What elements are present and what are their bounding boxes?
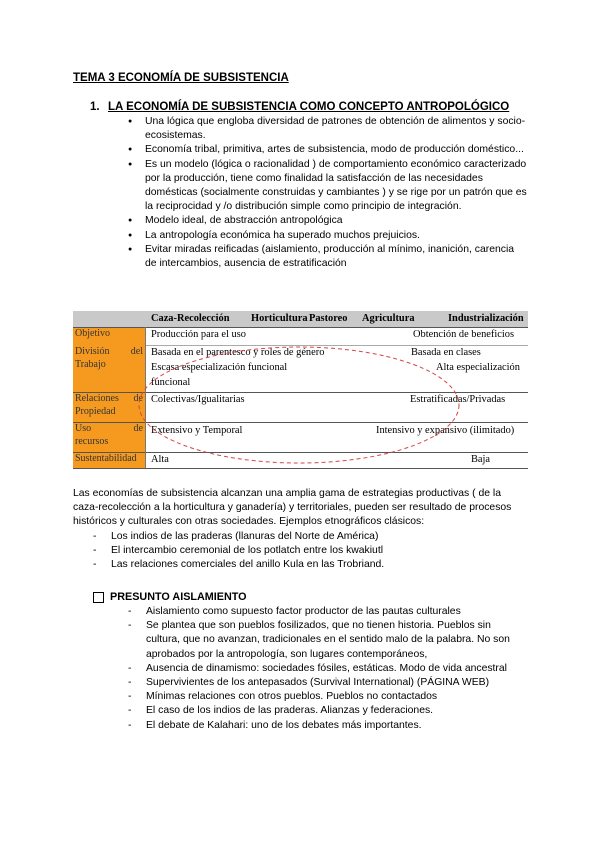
list-item: - El intercambio ceremonial de los potlatch entre los kwakiutl xyxy=(93,544,523,558)
label-word: de xyxy=(133,393,143,404)
label-word: Uso xyxy=(75,423,92,434)
list-item: - Aislamiento como supuesto factor productor de las pautas culturales xyxy=(128,605,523,619)
section-1-heading xyxy=(90,101,509,113)
cell-sustentabilidad-left: Alta xyxy=(151,454,169,465)
list-item: - Las relaciones comerciales del anillo Kula en las Trobriand. xyxy=(93,558,523,572)
table-divider xyxy=(73,468,528,469)
header-industrializacion: Industrialización xyxy=(448,313,524,324)
label-word: de xyxy=(133,423,143,434)
label-word: del xyxy=(130,346,143,357)
cell-objetivo-right: Obtención de beneficios xyxy=(413,329,514,340)
row-label-sustentabilidad: Sustentabilidad xyxy=(73,452,145,468)
section-number: 1. xyxy=(90,101,100,113)
bullet-item: ● La antropología económica ha superado muchos prejuicios. xyxy=(128,229,528,243)
cell-propiedad-left: Colectivas/Igualitarias xyxy=(151,394,245,405)
header-horticultura: Horticultura xyxy=(251,313,308,324)
label-word: Trabajo xyxy=(75,358,106,370)
cell-division-left: funcional xyxy=(151,377,191,388)
label-word: Propiedad xyxy=(75,405,116,417)
intro-paragraph: Las economías de subsistencia alcanzan una amplia gama de estrategias productivas ( de la caza-recolección a la horticultura y ganadería) y territoriales, pueden ser resultado de procesos históricos y culturales con otras sociedades. Ejemplos etnográficos clásicos: xyxy=(73,488,512,528)
list-item: - Mínimas relaciones con otros pueblos. Pueblos no contactados xyxy=(128,690,523,704)
list-item: - Se plantea que son pueblos fosilizados, que no tienen historia. Pueblos sin cultura, que no avanzan, tradicionales en el sentido malo de la palabra. No son aprobados por la antropología, son lugares contemporáneos, xyxy=(128,619,523,662)
label-word: División xyxy=(75,346,110,357)
list-item: - Ausencia de dinamismo: sociedades fósiles, estáticas. Modo de vida ancestral xyxy=(128,662,523,676)
list-item: - El caso de los indios de las praderas. Alianzas y federaciones. xyxy=(128,704,523,718)
section-2-list xyxy=(128,605,523,733)
row-label-objetivo: Objetivo xyxy=(73,327,145,345)
bullet-item: ● Modelo ideal, de abstracción antropológica xyxy=(128,214,528,228)
list-item: - Supervivientes de los antepasados (Survival International) (PÁGINA WEB) xyxy=(128,676,523,690)
annotation-ellipse xyxy=(139,347,459,463)
label-word: Relaciones xyxy=(75,393,119,404)
hand-drawn-annotation-ellipse xyxy=(73,311,528,468)
cell-division-right: Basada en clases xyxy=(411,347,481,358)
cell-objetivo-left: Producción para el uso xyxy=(151,329,246,340)
cell-division-left: Basada en el parentesco y roles de género xyxy=(151,347,325,358)
cell-sustentabilidad-right: Baja xyxy=(471,454,491,465)
economy-comparison-table xyxy=(73,311,528,468)
cell-recursos-right: Intensivo y expansivo (ilimitado) xyxy=(376,425,515,436)
bullet-item: ● Evitar miradas reificadas (aislamiento, producción al mínimo, inanición, carencia de intercambios, ausencia de estratificación xyxy=(128,243,528,271)
cell-division-right: Alta especialización xyxy=(436,362,520,373)
list-item: - Los indios de las praderas (llanuras del Norte de América) xyxy=(93,530,523,544)
bullet-item: ● Economía tribal, primitiva, artes de subsistencia, modo de producción doméstico... xyxy=(128,143,528,157)
list-item: - El debate de Kalahari: uno de los debates más importantes. xyxy=(128,719,523,733)
header-caza-recoleccion: Caza-Recolección xyxy=(151,313,230,324)
section-2-heading xyxy=(93,591,247,603)
cell-propiedad-right: Estratificadas/Privadas xyxy=(410,394,506,405)
checkbox-icon xyxy=(93,592,104,603)
label-word: recursos xyxy=(75,435,109,447)
document-title: TEMA 3 ECONOMÍA DE SUBSISTENCIA xyxy=(73,72,289,84)
section-2-title: PRESUNTO AISLAMIENTO xyxy=(110,591,247,603)
ethnographic-examples-list xyxy=(93,530,523,573)
section-title: LA ECONOMÍA DE SUBSISTENCIA COMO CONCEPTO ANTROPOLÓGICO xyxy=(108,101,510,113)
section-1-bullet-list xyxy=(128,115,528,271)
bullet-item: ● Una lógica que engloba diversidad de patrones de obtención de alimentos y socio-ecosistemas. xyxy=(128,115,528,143)
header-pastoreo: Pastoreo xyxy=(309,313,348,324)
cell-recursos-left: Extensivo y Temporal xyxy=(151,425,243,436)
cell-division-left: Escasa especialización funcional xyxy=(151,362,288,373)
bullet-item: ● Es un modelo (lógica o racionalidad ) de comportamiento económico caracterizado por la producción, tiene como finalidad la satisfacción de las necesidades domésticas (socialmente construidas y cambiantes ) y se rige por un patrón que es la reciprocidad y /o distribución simple como principio de integración. xyxy=(128,158,528,215)
header-agricultura: Agricultura xyxy=(362,313,415,324)
